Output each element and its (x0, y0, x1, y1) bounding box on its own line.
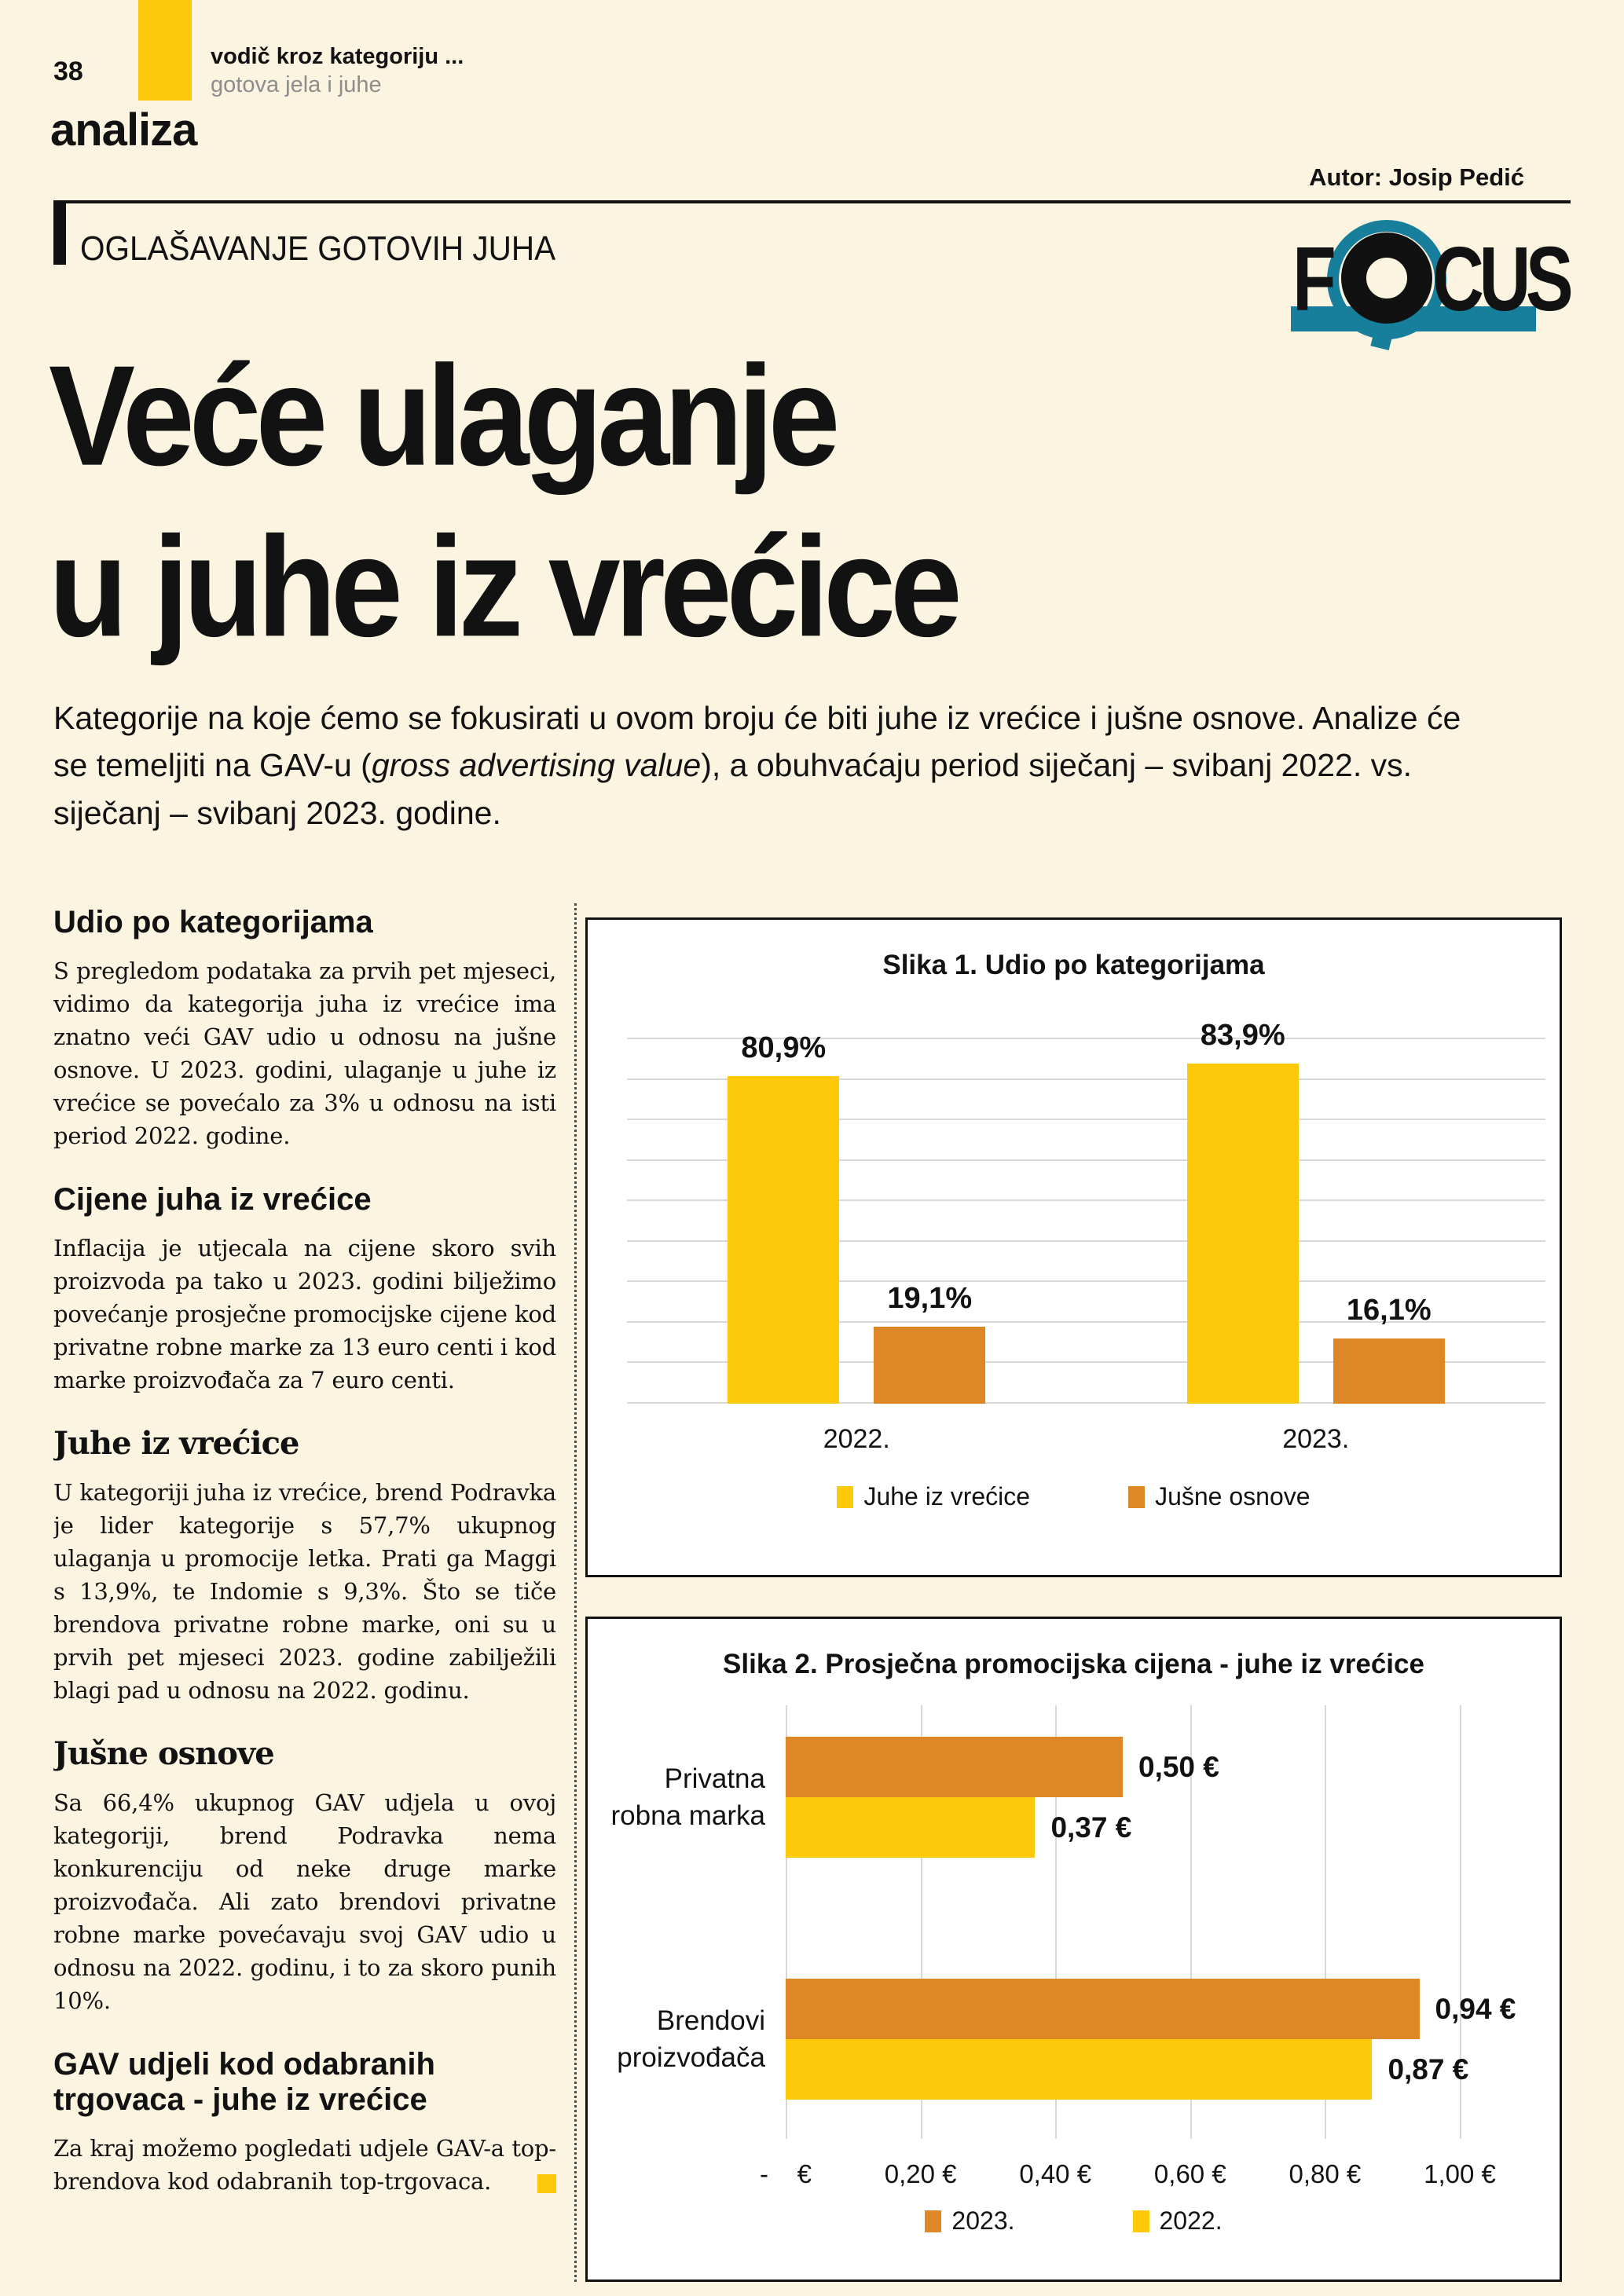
bar (728, 1031, 839, 1404)
x-axis-tick-label: 0,40 € (1019, 2159, 1092, 2188)
focus-logo-lens-o-icon (1341, 233, 1432, 324)
section-paragraph: U kategoriji juha iz vrećice, brend Podravka je lider kategorije s 57,7% ukupnog ulaganja u promocije letka. Prati ga Maggi s 13,9%, te Indomie s 9,3%. Što se tiče brendova privatne robne marke, oni su u prvih pet mjeseci 2023. godine zabilježili blagi pad u odnosu na 2022. godinu. (53, 1478, 556, 1705)
y-category-label: Brendovi proizvođača (617, 2005, 765, 2073)
chart-2-legend (588, 2206, 1560, 2236)
legend-label: 2022. (1159, 2206, 1223, 2235)
bar-group-row (617, 1979, 1516, 2100)
focus-logo (1291, 228, 1569, 347)
chart-1-plot (627, 1019, 1545, 1404)
bar-group-2023 (1087, 1019, 1546, 1404)
legend-label: 2023. (951, 2206, 1015, 2235)
bar-value-label: 80,9% (741, 1031, 827, 1064)
end-of-article-marker (537, 2174, 556, 2193)
section-paragraph: Za kraj možemo pogledati udjele GAV-a top-brendova kod odabranih top-trgovaca. (53, 2134, 556, 2195)
bar-value-label: 19,1% (887, 1281, 973, 1315)
section-paragraph: Inflacija je utjecala na cijene skoro svih proizvoda pa tako u 2023. godini bilježimo povećanje prosječne promocijske cijene kod privatne robne marke za 13 euro centi i kod marke proizvođača za 7 euro centi. (53, 1234, 556, 1394)
bar-group-2022 (627, 1031, 1087, 1404)
author-credit: Autor: Josip Pedić (1309, 163, 1524, 191)
bar (786, 2039, 1469, 2100)
article-title-line-2: u juhe iz vrećice (49, 507, 957, 666)
eyebrow-bar (53, 202, 66, 265)
section-heading: Udio po kategorijama (53, 905, 373, 939)
legend-label: Juhe iz vrećice (863, 1482, 1031, 1511)
legend-label: Jušne osnove (1155, 1482, 1311, 1511)
y-category-label: Privatna robna marka (610, 1763, 765, 1831)
bar (1333, 1294, 1445, 1404)
page-number: 38 (53, 57, 83, 86)
bar-value-label: 16,1% (1346, 1294, 1432, 1327)
x-category-label: 2022. (823, 1424, 890, 1454)
kicker-title: vodič kroz kategoriju ... (211, 44, 464, 69)
x-axis-tick-label: 1,00 € (1424, 2159, 1496, 2188)
bar-value-label: 0,50 € (1138, 1750, 1219, 1783)
chart-2-title: Slika 2. Prosječna promocijska cijena - juhe iz vrećice (723, 1649, 1424, 1679)
legend-item (837, 1482, 1030, 1511)
eyebrow-row (53, 202, 597, 268)
article-eyebrow: OGLAŠAVANJE GOTOVIH JUHA (80, 229, 556, 268)
chart-2-x-axis (759, 2159, 1496, 2192)
section-heading: Cijene juha iz vrećice (53, 1182, 372, 1218)
legend-swatch (925, 2210, 941, 2232)
bar (786, 1737, 1219, 1797)
section-heading: Jušne osnove (53, 1735, 274, 1773)
legend-item (1128, 1482, 1310, 1511)
section-paragraph: Sa 66,4% ukupnog GAV udjela u ovoj kategoriji, brend Podravka nema konkurenciju od neke druge marke proizvođača. Ali zato brendovi privatne robne marke povećavaju svoj GAV udio u odnosu na 2022. godinu, i to za skoro punih 10%. (53, 1789, 556, 2015)
section-name: analiza (50, 104, 197, 156)
bar (874, 1281, 985, 1404)
focus-logo-letters-cus: CUS (1432, 228, 1569, 331)
bar-value-label: 0,94 € (1435, 1992, 1516, 2025)
chart-1-x-labels (627, 1424, 1545, 1455)
bar (786, 1979, 1516, 2039)
bar-group-row (610, 1737, 1460, 1858)
section-heading: Juhe iz vrećice (53, 1425, 299, 1463)
column-divider (574, 903, 577, 2282)
focus-logo-letter-f: F (1292, 228, 1332, 331)
bar (1187, 1019, 1299, 1404)
legend-swatch (837, 1486, 853, 1508)
chart-2 (585, 1617, 1562, 2282)
legend-swatch (1133, 2210, 1149, 2232)
article-title (49, 330, 957, 672)
chart-1-bar-groups (627, 1019, 1545, 1404)
kicker-subtitle: gotova jela i juhe (211, 72, 382, 97)
bar-value-label: 83,9% (1200, 1019, 1285, 1053)
intro-paragraph (53, 694, 1476, 837)
kicker-block (211, 44, 464, 98)
legend-swatch (1128, 1486, 1145, 1508)
legend-item (925, 2206, 1014, 2236)
intro-text-italic: gross advertising value (371, 747, 702, 784)
chart-2-plot (610, 1705, 1516, 2139)
section-paragraph: S pregledom podataka za prvih pet mjeseci, vidimo da kategorija juha iz vrećice ima znatno veći GAV udio u odnosu na jušne osnove. U 2023. godini, ulaganje u juhe iz vrećice se povećalo za 3% u odnosu na isti period 2022. godine. (53, 957, 556, 1150)
intro-text-end: ), a obuhvaćaju period siječanj – svibanj 2022. vs. siječanj – svibanj 2023. godine. (53, 747, 1413, 831)
x-axis-tick-label: 0,20 € (884, 2159, 957, 2188)
chart-1-legend (588, 1482, 1560, 1511)
x-axis-tick-label: 0,60 € (1153, 2159, 1226, 2188)
legend-item (1133, 2206, 1223, 2236)
section-heading: GAV udjeli kod odabranih trgovaca - juhe iz vrećice (53, 2047, 435, 2118)
article-title-line-1: Veće ulaganje (49, 335, 835, 496)
chart-1-title: Slika 1. Udio po kategorijama (882, 950, 1265, 980)
article-body-column (53, 902, 556, 2286)
bar-value-label: 0,87 € (1388, 2052, 1469, 2085)
x-category-label: 2023. (1282, 1424, 1350, 1454)
chart-1 (585, 917, 1562, 1577)
bar-value-label: 0,37 € (1050, 1811, 1132, 1844)
intro-text-start: Kategorije na koje ćemo se fokusirati u ovom broju će biti juhe iz vrećice i jušne osnove. Analize će se temeljiti na GAV-u ( (53, 700, 1461, 784)
x-axis-tick-label: 0,80 € (1289, 2159, 1362, 2188)
bar (786, 1797, 1132, 1858)
x-axis-tick-label: - € (759, 2159, 812, 2188)
kicker-yellow-square (138, 0, 192, 101)
